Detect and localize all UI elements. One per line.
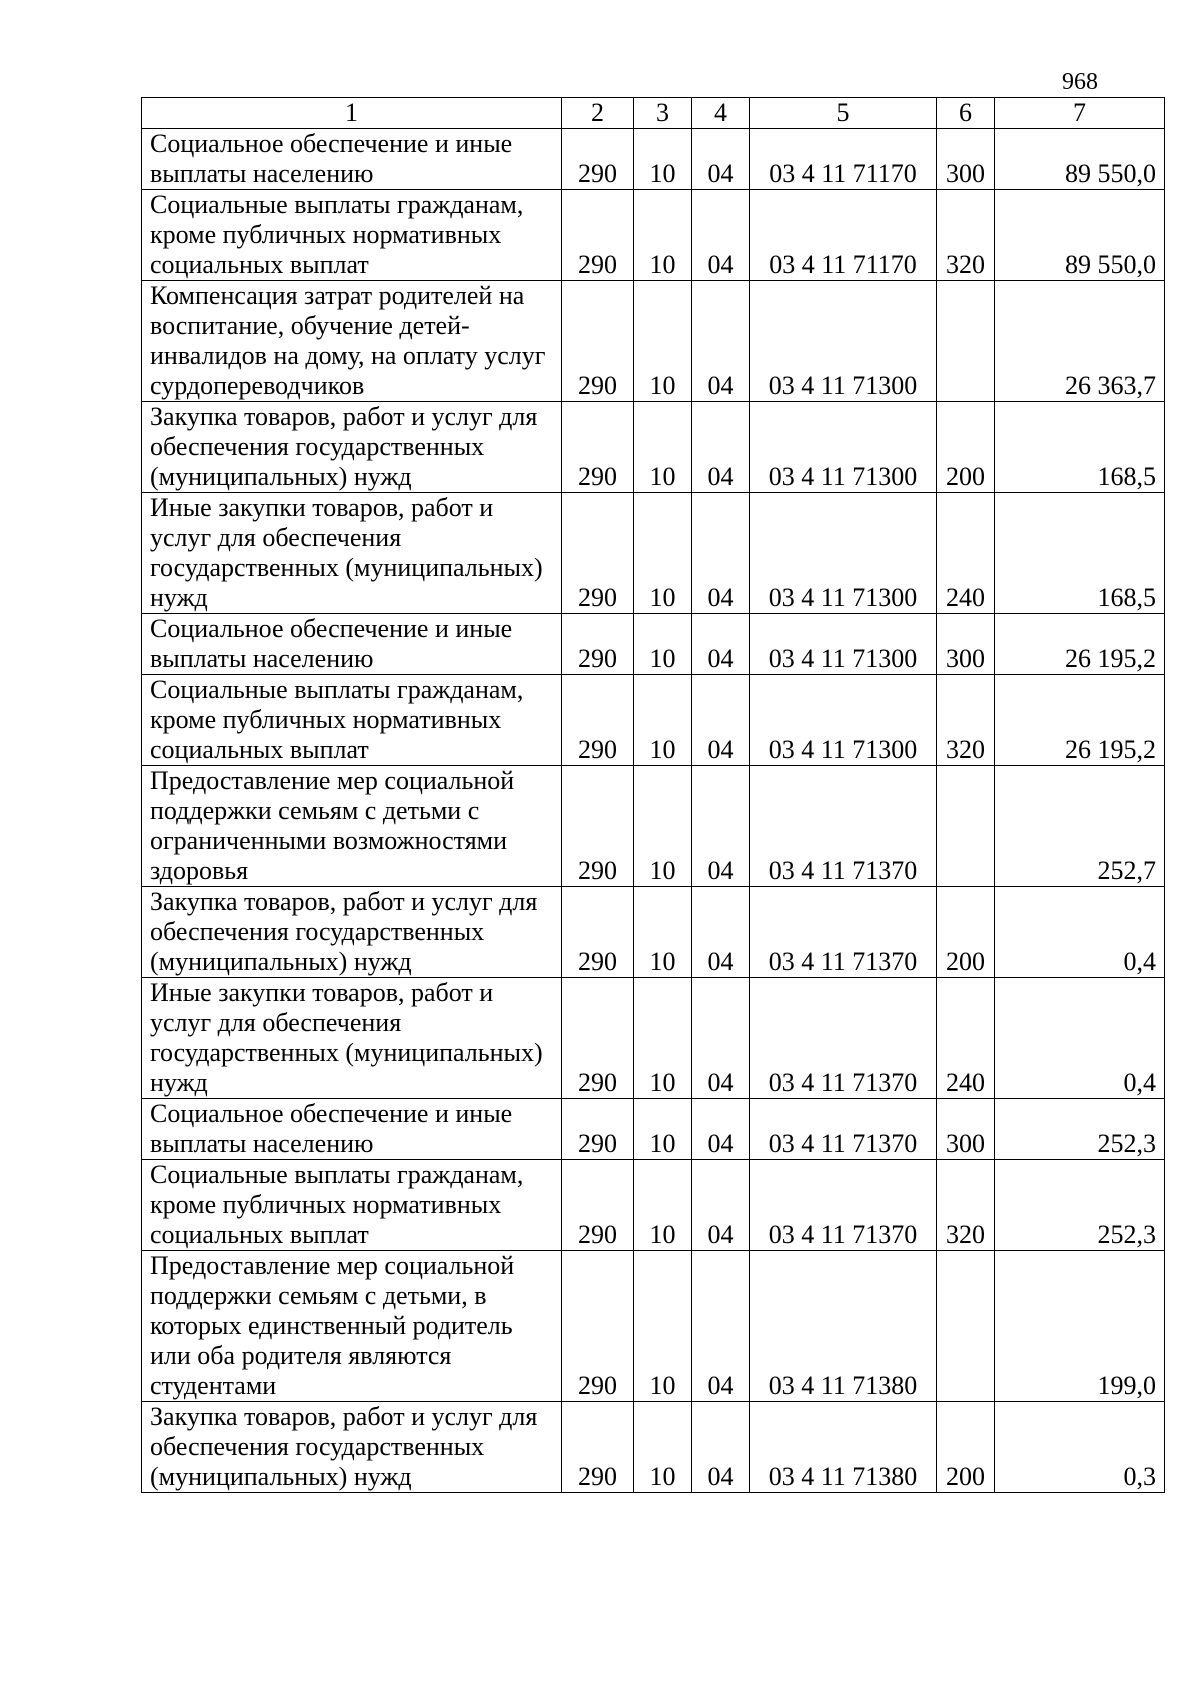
expense-type-cell: 320 [937,1160,995,1251]
subsection-cell: 04 [692,129,750,190]
row-name-cell: Социальное обеспечение и иные выплаты населению [142,1099,562,1160]
amount-cell: 252,3 [995,1160,1165,1251]
section-cell: 10 [634,614,692,675]
code-cell: 290 [562,978,634,1099]
target-article-cell: 03 4 11 71300 [750,402,937,493]
amount-cell: 0,4 [995,887,1165,978]
amount-cell: 199,0 [995,1251,1165,1402]
table-row [142,129,1165,190]
expense-type-cell [937,766,995,887]
budget-table [141,97,1165,1493]
code-cell: 290 [562,1160,634,1251]
expense-type-cell [937,1251,995,1402]
amount-cell: 0,3 [995,1402,1165,1493]
amount-cell: 26 363,7 [995,281,1165,402]
row-name-cell: Социальное обеспечение и иные выплаты населению [142,129,562,190]
row-name-cell: Закупка товаров, работ и услуг для обеспечения государственных (муниципальных) нужд [142,402,562,493]
section-cell: 10 [634,766,692,887]
row-name-cell: Социальные выплаты гражданам, кроме публичных нормативных социальных выплат [142,1160,562,1251]
table-row [142,190,1165,281]
expense-type-cell: 320 [937,190,995,281]
expense-type-cell: 300 [937,1099,995,1160]
target-article-cell: 03 4 11 71370 [750,1099,937,1160]
row-name-cell: Предоставление мер социальной поддержки семьям с детьми, в которых единственный родитель или оба родителя являются студентами [142,1251,562,1402]
code-cell: 290 [562,281,634,402]
subsection-cell: 04 [692,1099,750,1160]
amount-cell: 168,5 [995,402,1165,493]
expense-type-cell: 200 [937,887,995,978]
table-row [142,281,1165,402]
target-article-cell: 03 4 11 71170 [750,190,937,281]
table-row [142,614,1165,675]
code-cell: 290 [562,1402,634,1493]
subsection-cell: 04 [692,493,750,614]
section-cell: 10 [634,402,692,493]
section-cell: 10 [634,1099,692,1160]
amount-cell: 26 195,2 [995,614,1165,675]
code-cell: 290 [562,675,634,766]
expense-type-cell: 300 [937,614,995,675]
expense-type-cell: 200 [937,402,995,493]
section-cell: 10 [634,190,692,281]
table-row [142,978,1165,1099]
target-article-cell: 03 4 11 71370 [750,766,937,887]
code-cell: 290 [562,493,634,614]
subsection-cell: 04 [692,614,750,675]
section-cell: 10 [634,1160,692,1251]
expense-type-cell: 300 [937,129,995,190]
target-article-cell: 03 4 11 71370 [750,978,937,1099]
amount-cell: 0,4 [995,978,1165,1099]
row-name-cell: Закупка товаров, работ и услуг для обеспечения государственных (муниципальных) нужд [142,887,562,978]
table-row [142,766,1165,887]
subsection-cell: 04 [692,766,750,887]
section-cell: 10 [634,129,692,190]
subsection-cell: 04 [692,281,750,402]
code-cell: 290 [562,766,634,887]
row-name-cell: Предоставление мер социальной поддержки семьям с детьми с ограниченными возможностями здоровья [142,766,562,887]
table-row [142,1099,1165,1160]
code-cell: 290 [562,614,634,675]
section-cell: 10 [634,675,692,766]
column-header: 5 [750,98,937,129]
subsection-cell: 04 [692,402,750,493]
table-row [142,887,1165,978]
table-row [142,493,1165,614]
subsection-cell: 04 [692,675,750,766]
header-row [142,98,1165,129]
row-name-cell: Иные закупки товаров, работ и услуг для обеспечения государственных (муниципальных) нужд [142,493,562,614]
column-header: 2 [562,98,634,129]
amount-cell: 168,5 [995,493,1165,614]
target-article-cell: 03 4 11 71370 [750,887,937,978]
table-row [142,675,1165,766]
code-cell: 290 [562,1251,634,1402]
amount-cell: 252,7 [995,766,1165,887]
section-cell: 10 [634,493,692,614]
section-cell: 10 [634,887,692,978]
target-article-cell: 03 4 11 71300 [750,281,937,402]
subsection-cell: 04 [692,190,750,281]
row-name-cell: Социальные выплаты гражданам, кроме публичных нормативных социальных выплат [142,675,562,766]
amount-cell: 89 550,0 [995,190,1165,281]
amount-cell: 252,3 [995,1099,1165,1160]
section-cell: 10 [634,1402,692,1493]
target-article-cell: 03 4 11 71300 [750,614,937,675]
section-cell: 10 [634,1251,692,1402]
table-body [142,129,1165,1493]
target-article-cell: 03 4 11 71300 [750,675,937,766]
target-article-cell: 03 4 11 71300 [750,493,937,614]
row-name-cell: Социальные выплаты гражданам, кроме публичных нормативных социальных выплат [142,190,562,281]
code-cell: 290 [562,129,634,190]
column-header: 6 [937,98,995,129]
row-name-cell: Иные закупки товаров, работ и услуг для обеспечения государственных (муниципальных) нужд [142,978,562,1099]
target-article-cell: 03 4 11 71170 [750,129,937,190]
column-header: 1 [142,98,562,129]
target-article-cell: 03 4 11 71380 [750,1402,937,1493]
expense-type-cell: 320 [937,675,995,766]
page-number: 968 [1062,69,1098,95]
expense-type-cell: 240 [937,493,995,614]
expense-type-cell: 200 [937,1402,995,1493]
code-cell: 290 [562,402,634,493]
expense-type-cell [937,281,995,402]
code-cell: 290 [562,887,634,978]
amount-cell: 89 550,0 [995,129,1165,190]
subsection-cell: 04 [692,1251,750,1402]
amount-cell: 26 195,2 [995,675,1165,766]
code-cell: 290 [562,190,634,281]
row-name-cell: Закупка товаров, работ и услуг для обеспечения государственных (муниципальных) нужд [142,1402,562,1493]
column-header: 3 [634,98,692,129]
row-name-cell: Компенсация затрат родителей на воспитание, обучение детей-инвалидов на дому, на оплату услуг сурдопереводчиков [142,281,562,402]
target-article-cell: 03 4 11 71370 [750,1160,937,1251]
column-header: 4 [692,98,750,129]
code-cell: 290 [562,1099,634,1160]
section-cell: 10 [634,281,692,402]
section-cell: 10 [634,978,692,1099]
subsection-cell: 04 [692,887,750,978]
subsection-cell: 04 [692,978,750,1099]
table-row [142,1160,1165,1251]
target-article-cell: 03 4 11 71380 [750,1251,937,1402]
table-row [142,402,1165,493]
column-header: 7 [995,98,1165,129]
expense-type-cell: 240 [937,978,995,1099]
subsection-cell: 04 [692,1160,750,1251]
table-row [142,1251,1165,1402]
table-row [142,1402,1165,1493]
subsection-cell: 04 [692,1402,750,1493]
row-name-cell: Социальное обеспечение и иные выплаты населению [142,614,562,675]
